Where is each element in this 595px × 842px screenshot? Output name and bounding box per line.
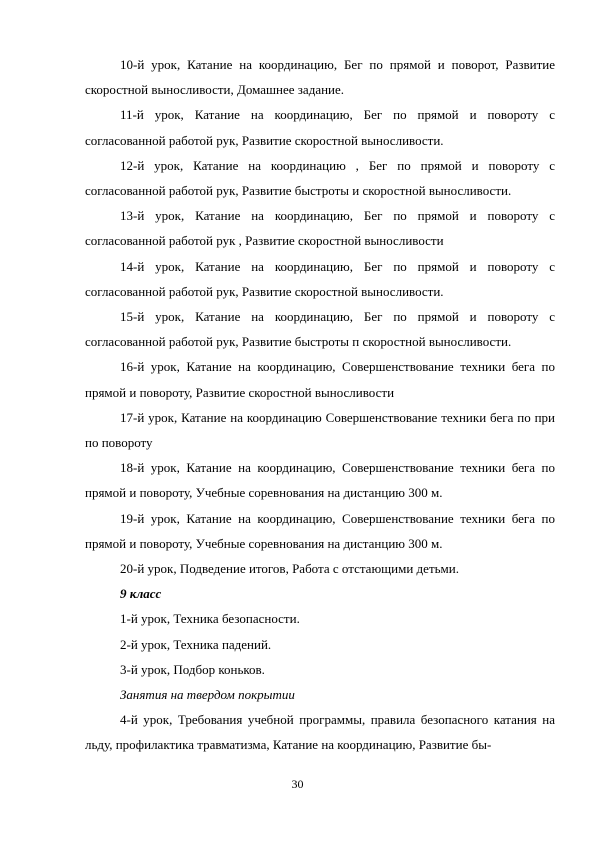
lesson-14-paragraph: 14-й урок, Катание на координацию, Бег по прямой и повороту с согласованной работой рук, Развитие скоростной выносливости. (85, 258, 555, 299)
lesson-11-paragraph: 11-й урок, Катание на координацию, Бег по прямой и повороту с согласованной работой рук, Развитие скоростной выносливости. (85, 107, 555, 148)
grade9-lesson-1-paragraph: 1-й урок, Техника безопасности. (120, 611, 300, 627)
hard-surface-heading: Занятия на твердом покрытии (120, 687, 295, 703)
lesson-16-paragraph: 16-й урок, Катание на координацию, Совершенствование техники бега по прямой и повороту, Развитие скоростной выносливости (85, 359, 555, 400)
lesson-12-paragraph: 12-й урок, Катание на координацию , Бег по прямой и повороту с согласованной работой рук, Развитие быстроты и скоростной выносливости. (85, 157, 555, 199)
lesson-19-paragraph: 19-й урок, Катание на координацию, Совершенствование техники бега по прямой и повороту, Учебные соревнования на дистанцию 300 м. (85, 510, 555, 551)
grade9-lesson-4-paragraph: 4-й урок, Требования учебной программы, правила безопасного катания на льду, профилактика травматизма, Катание на координацию, Развитие бы- (85, 712, 555, 753)
lesson-18-paragraph: 18-й урок, Катание на координацию, Совершенствование техники бега по прямой и повороту, Учебные соревнования на дистанцию 300 м. (85, 460, 555, 501)
page-content (85, 52, 555, 758)
page-number: 30 (291, 777, 304, 791)
lesson-20-paragraph: 20-й урок, Подведение итогов, Работа с отстающими детьми. (120, 561, 459, 577)
lesson-15-paragraph: 15-й урок, Катание на координацию, Бег по прямой и повороту с согласованной работой рук, Развитие быстроты п скоростной выносливости. (85, 309, 555, 350)
grade-9-heading: 9 класс (120, 586, 162, 602)
grade9-lesson-3-paragraph: 3-й урок, Подбор коньков. (120, 661, 265, 677)
lesson-10-paragraph: 10-й урок, Катание на координацию, Бег по прямой и поворот, Развитие скоростной выносливости, Домашнее задание. (85, 57, 555, 98)
lesson-13-paragraph: 13-й урок, Катание на координацию, Бег по прямой и повороту с согласованной работой рук , Развитие скоростной выносливости (85, 208, 555, 249)
lesson-17-paragraph: 17-й урок, Катание на координацию Совершенствование техники бега по при по повороту (85, 409, 555, 451)
grade9-lesson-2-paragraph: 2-й урок, Техника падений. (120, 636, 272, 652)
